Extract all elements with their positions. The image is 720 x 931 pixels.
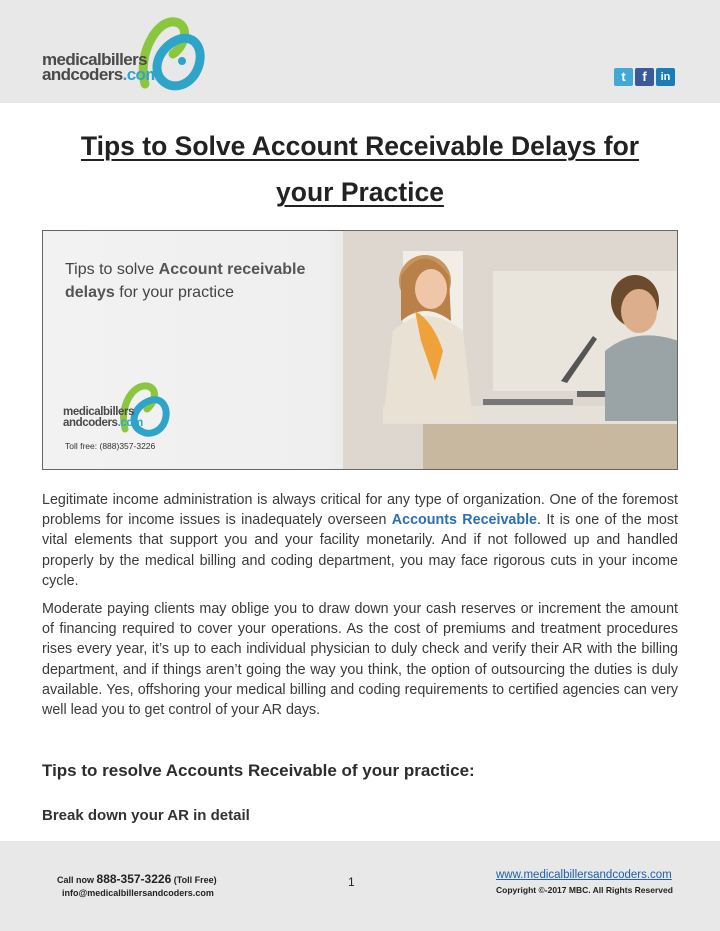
footer-call [57,872,217,886]
twitter-icon[interactable]: t [614,68,633,86]
paragraph-second: Moderate paying clients may oblige you to draw down your cash reserves or increment the amount of financing required to cover your operations. As the cost of premiums and treatment procedures rises every year, it’s up to each individual physician to duly check and verify their AR with the billing department, and if things aren’t going the way you think, the option of outsourcing the duties is duly available. Yes, offshoring your medical billing and coding requirements to certified agencies can very well lead you to get control of your AR days. [42,601,678,719]
banner-logo [63,381,193,441]
section-heading: Tips to resolve Accounts Receivable of your practice: [42,761,475,780]
facebook-icon[interactable]: f [635,68,654,86]
banner-logo-line2: andcoders [63,417,118,429]
page-number: 1 [348,875,355,889]
banner-logo-suffix: .com [117,417,143,429]
banner-highlight-1: Account receivable [158,261,306,278]
call-suffix: (Toll Free) [171,875,217,885]
banner-highlight-2: delays [65,284,115,301]
logo-line2: andcoders [42,65,123,84]
hero-banner [42,230,678,470]
office-photo-illustration [343,231,678,470]
page-footer [0,841,720,931]
page-title [40,123,680,215]
p1-text-after: . It is one of the most vital elements that support you and your facility monetarily. And if not followed up and handled properly by the medical billing and coding department, you may face rigorous cuts in your income cycle. [42,512,678,589]
logo-wordmark [42,52,160,82]
banner-text-2: for your practice [114,284,234,301]
title-line2: your Practice [276,177,444,207]
banner-toll-free: Toll free: (888)357-3226 [65,441,156,451]
footer-email[interactable]: info@medicalbillersandcoders.com [62,888,214,898]
accounts-receivable-link[interactable]: Accounts Receivable [391,512,537,529]
logo-line1: medicalbillers [42,50,147,69]
paragraph-intro [42,490,678,591]
logo-suffix: .com [122,65,160,84]
social-links [614,68,675,86]
sub-heading: Break down your AR in detail [42,807,250,824]
banner-text-1: Tips to solve [65,261,159,278]
title-line1: Tips to Solve Account Receivable Delays for [80,131,640,161]
banner-headline [65,258,305,304]
p1-text-before: Legitimate income administration is always critical for any type of organization. One of the foremost problems for income issues is inadequately overseen [42,492,678,529]
footer-copyright: Copyright ©-2017 MBC. All Rights Reserved [496,885,673,895]
footer-website-link[interactable]: www.medicalbillersandcoders.com [496,869,672,881]
banner-logo-line1: medicalbillers [63,406,135,418]
call-prefix: Call now [57,875,97,885]
page-header [0,0,720,103]
company-logo[interactable] [42,14,212,92]
phone-number[interactable]: 888-357-3226 [96,872,172,886]
banner-logo-wordmark [63,407,143,429]
linkedin-icon[interactable]: in [656,68,675,86]
